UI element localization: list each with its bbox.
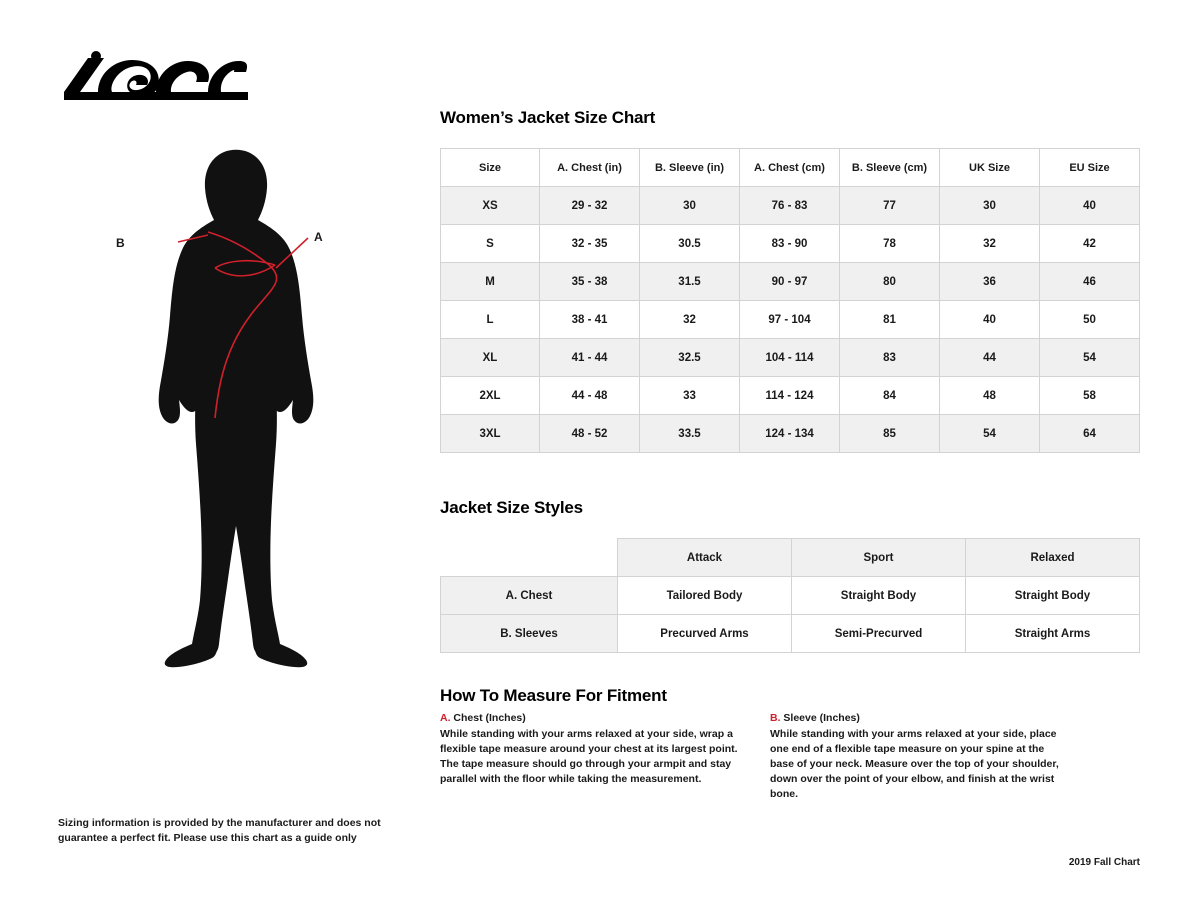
cell: 64 <box>1040 415 1140 453</box>
cell: 84 <box>840 377 940 415</box>
cell: 104 - 114 <box>740 339 840 377</box>
column-header: B. Sleeve (in) <box>640 149 740 187</box>
table-row <box>441 301 1140 339</box>
cell: 40 <box>940 301 1040 339</box>
cell: 30.5 <box>640 225 740 263</box>
disclaimer-text: Sizing information is provided by the manufacturer and does not guarantee a perfect fit. Please use this chart as a guide only <box>58 817 381 845</box>
column-header: Attack <box>618 539 792 577</box>
row-label: A. Chest <box>441 577 618 615</box>
row-label: B. Sleeves <box>441 615 618 653</box>
cell: 42 <box>1040 225 1140 263</box>
cell: 54 <box>1040 339 1140 377</box>
column-header: Sport <box>792 539 966 577</box>
cell: 32 - 35 <box>540 225 640 263</box>
measure-marker: B. <box>770 712 781 724</box>
table-header-row <box>441 149 1140 187</box>
table-row <box>441 263 1140 301</box>
cell: 83 - 90 <box>740 225 840 263</box>
cell: 32 <box>940 225 1040 263</box>
cell: Straight Body <box>792 577 966 615</box>
cell: 81 <box>840 301 940 339</box>
measure-body-text: While standing with your arms relaxed at your side, place one end of a flexible tape measure on your spine at the base of your neck. Measure over the top of your shoulder, down over the point of your elbow, and finish at the wrist bone. <box>770 728 1059 800</box>
cell: 85 <box>840 415 940 453</box>
cell: 32.5 <box>640 339 740 377</box>
cell: Tailored Body <box>618 577 792 615</box>
callout-label-b: B <box>116 236 125 250</box>
table-row <box>441 415 1140 453</box>
cell: 54 <box>940 415 1040 453</box>
cell: Semi-Precurved <box>792 615 966 653</box>
cell: 40 <box>1040 187 1140 225</box>
cell: 50 <box>1040 301 1140 339</box>
cell: 46 <box>1040 263 1140 301</box>
cell: 77 <box>840 187 940 225</box>
table-row <box>441 377 1140 415</box>
cell: 30 <box>940 187 1040 225</box>
column-header: EU Size <box>1040 149 1140 187</box>
table-row <box>441 187 1140 225</box>
measure-item-chest <box>440 712 740 802</box>
column-header: UK Size <box>940 149 1040 187</box>
measure-heading-text: Chest (Inches) <box>453 712 526 724</box>
cell: L <box>441 301 540 339</box>
cell: 90 - 97 <box>740 263 840 301</box>
cell: 58 <box>1040 377 1140 415</box>
callout-label-a: A <box>314 230 323 244</box>
cell: 48 <box>940 377 1040 415</box>
cell: 33 <box>640 377 740 415</box>
styles-title: Jacket Size Styles <box>440 498 583 517</box>
cell: 3XL <box>441 415 540 453</box>
cell: XL <box>441 339 540 377</box>
cell: Precurved Arms <box>618 615 792 653</box>
measure-heading-text: Sleeve (Inches) <box>783 712 860 724</box>
left-column <box>0 0 440 900</box>
cell: M <box>441 263 540 301</box>
column-header: Relaxed <box>966 539 1140 577</box>
cell: 2XL <box>441 377 540 415</box>
cell: 78 <box>840 225 940 263</box>
cell: 83 <box>840 339 940 377</box>
size-chart-title: Women’s Jacket Size Chart <box>440 108 656 127</box>
cell: 30 <box>640 187 740 225</box>
cell: Straight Arms <box>966 615 1140 653</box>
womens-body-silhouette <box>100 140 380 670</box>
measure-title: How To Measure For Fitment <box>440 686 667 705</box>
measure-heading <box>440 712 740 724</box>
cell: Straight Body <box>966 577 1140 615</box>
cell: 124 - 134 <box>740 415 840 453</box>
measure-body-text: While standing with your arms relaxed at your side, wrap a flexible tape measure around your chest at its largest point. The tape measure should go through your armpit and stay parallel with the floor while taking the measurement. <box>440 728 738 785</box>
cell: 97 - 104 <box>740 301 840 339</box>
cell: 48 - 52 <box>540 415 640 453</box>
cell: 114 - 124 <box>740 377 840 415</box>
cell: 32 <box>640 301 740 339</box>
cell: 41 - 44 <box>540 339 640 377</box>
right-column <box>440 0 1200 900</box>
column-header: A. Chest (cm) <box>740 149 840 187</box>
cell: 29 - 32 <box>540 187 640 225</box>
measure-heading <box>770 712 1070 724</box>
svg-text:®: ® <box>234 93 240 100</box>
column-header: A. Chest (in) <box>540 149 640 187</box>
cell: 33.5 <box>640 415 740 453</box>
measure-instructions <box>440 712 1140 802</box>
cell: 31.5 <box>640 263 740 301</box>
measure-marker: A. <box>440 712 451 724</box>
cell: 44 <box>940 339 1040 377</box>
empty-corner-cell <box>441 539 618 577</box>
table-row <box>441 615 1140 653</box>
table-row <box>441 577 1140 615</box>
icon-logo <box>58 48 248 110</box>
cell: XS <box>441 187 540 225</box>
table-header-row <box>441 539 1140 577</box>
column-header: Size <box>441 149 540 187</box>
measure-item-sleeve <box>770 712 1070 802</box>
cell: 38 - 41 <box>540 301 640 339</box>
table-row <box>441 339 1140 377</box>
cell: S <box>441 225 540 263</box>
cell: 76 - 83 <box>740 187 840 225</box>
cell: 44 - 48 <box>540 377 640 415</box>
size-chart-table <box>440 148 1140 453</box>
cell: 36 <box>940 263 1040 301</box>
cell: 35 - 38 <box>540 263 640 301</box>
column-header: B. Sleeve (cm) <box>840 149 940 187</box>
jacket-styles-table <box>440 538 1140 653</box>
cell: 80 <box>840 263 940 301</box>
footer-chart-version: 2019 Fall Chart <box>1068 857 1140 868</box>
table-row <box>441 225 1140 263</box>
